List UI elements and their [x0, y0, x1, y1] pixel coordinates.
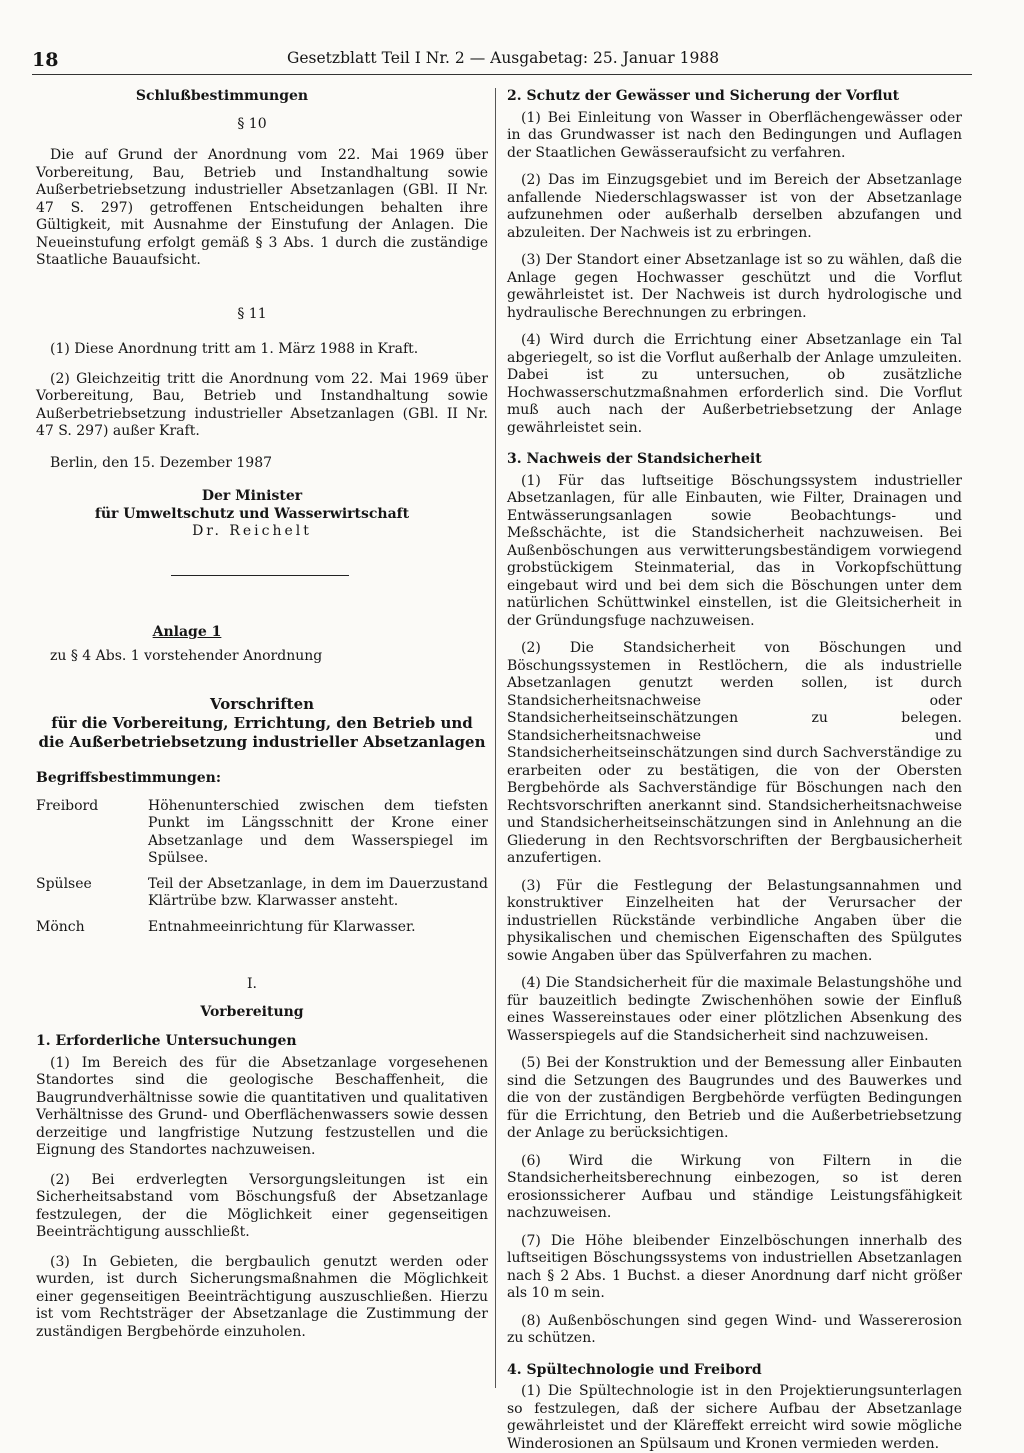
definition-term: Spülsee	[36, 875, 92, 892]
part-numeral: I.	[247, 976, 257, 992]
definition-desc: Entnahmeeinrichtung für Klarwasser.	[148, 918, 416, 935]
section-1-heading: 1. Erforderliche Untersuchungen	[36, 1033, 297, 1049]
definition-row	[36, 919, 488, 937]
page-header	[32, 45, 972, 75]
paragraph-10-text: Die auf Grund der Anordnung vom 22. Mai 1969 über Vorbereitung, Bau, Betrieb und Instandhaltung sowie Außerbetriebsetzung industrieller Absetzanlagen (GBl. II Nr. 47 S. 297) getroffenen Entscheidungen behalten ihre Gültigkeit, mit Ausnahme der Einstufung der Anlagen. Die Neueinstufung erfolgt gemäß § 3 Abs. 1 durch die zuständige Staatliche Bauaufsicht.	[36, 147, 488, 268]
paragraph-10-heading: § 10	[237, 115, 267, 132]
section-2-item-1: (1) Bei Einleitung von Wasser in Oberflächengewässer oder in das Grundwasser ist nach den Bedingungen und Auflagen der Staatlichen Gewässeraufsicht zu verfahren.	[507, 109, 962, 161]
vorschriften-title-2: für die Vorbereitung, Errichtung, den Betrieb und	[51, 714, 473, 732]
right-column	[507, 88, 962, 1453]
definition-desc: Höhenunterschied zwischen dem tiefsten Punkt im Längsschnitt der Krone einer Absetzanlage und dem Wasserspiegel im Spülsee.	[148, 797, 488, 866]
minister-line-1: Der Minister	[201, 488, 303, 504]
paragraph-11-item-2: (2) Gleichzeitig tritt die Anordnung vom 22. Mai 1969 über Vorbereitung, Bau, Betrieb und Instandhaltung sowie Außerbetriebsetzung industrieller Absetzanlagen (GBl. II Nr. 47 S. 297) außer Kraft.	[36, 370, 488, 439]
minister-line-2: für Umweltschutz und Wasserwirtschaft	[94, 505, 410, 522]
minister-name: Dr. Reichelt	[192, 523, 312, 539]
section-3-item-8: (8) Außenböschungen sind gegen Wind- und Wassererosion zu schützen.	[507, 1312, 962, 1346]
section-3-item-5: (5) Bei der Konstruktion und der Bemessung aller Einbauten sind die Setzungen des Baugrundes und des Bauwerkes und die von der zuständigen Bergbehörde verfügten Bedingungen für die Errichtung, den Betrieb und die Außerbetriebsetzung der Anlage zu berücksichtigen.	[507, 1055, 962, 1141]
separator-rule	[171, 575, 349, 577]
definition-term: Freibord	[36, 797, 99, 814]
section-3-item-7: (7) Die Höhe bleibender Einzelböschungen innerhalb des luftseitigen Böschungssystems von industriellen Absetzanlagen nach § 2 Abs. 1 Buchst. a dieser Anordnung darf nicht größer als 10 m sein.	[507, 1232, 962, 1301]
place-date: Berlin, den 15. Dezember 1987	[50, 454, 273, 471]
vorschriften-title-1: Vorschriften	[209, 695, 315, 713]
section-4-heading: 4. Spültechnologie und Freibord	[507, 1361, 762, 1378]
anlage-subtitle: zu § 4 Abs. 1 vorstehender Anordnung	[50, 647, 323, 664]
definition-term: Mönch	[36, 918, 85, 935]
definition-desc: Teil der Absetzanlage, in dem im Dauerzustand Klärtrübe bzw. Klarwasser ansteht.	[148, 875, 488, 909]
section-3-item-3: (3) Für die Festlegung der Belastungsannahmen und konstruktiver Einzelheiten hat der Verursacher der industriellen Rückstände verbindliche Angaben über die physikalischen und chemischen Eigenschaften des Spülgutes sowie Angaben über das Spülverfahren zu machen.	[507, 877, 962, 964]
left-column	[36, 88, 488, 1341]
column-divider	[495, 88, 496, 1388]
section-3-heading: 3. Nachweis der Standsicherheit	[507, 451, 762, 467]
section-4-item-1: (1) Die Spültechnologie ist in den Projektierungsunterlagen so festzulegen, daß der sichere Aufbau der Absetzanlage gewährleistet und der Kläreffekt erreicht wird sowie mögliche Winderosionen an Spülsaum und Kronen vermieden werden.	[507, 1383, 962, 1452]
section-2-heading: 2. Schutz der Gewässer und Sicherung der Vorflut	[507, 88, 900, 104]
section-3-item-2: (2) Die Standsicherheit von Böschungen und Böschungssystemen in Restlöchern, die als industrielle Absetzanlagen genutzt werden sollen, ist durch Standsicherheitsnachweise oder Standsicherheitseinschätzungen zu belegen. Standsicherheitsnachweise und Standsicherheitseinschätzungen sind durch Sachverständige zu erarbeiten oder zu bestätigen, die von der Obersten Bergbehörde als Sachverständige für Böschungen nach den Rechtsvorschriften anerkannt sind. Standsicherheitsnachweise und Standsicherheitseinschätzungen sind in Anlehnung an die Gliederung in den Rechtsvorschriften der Bergbausicherheit anzufertigen.	[507, 640, 962, 866]
header-title: Gesetzblatt Teil I Nr. 2 — Ausgabetag: 25. Januar 1988	[287, 49, 720, 67]
section-2-item-2: (2) Das im Einzugsgebiet und im Bereich der Absetzanlage anfallende Niederschlagswasser ist von der Absetzanlage aufzunehmen oder außerhalb derselben abzufangen und abzuleiten. Der Nachweis ist zu erbringen.	[507, 172, 962, 241]
vorschriften-title-3: die Außerbetriebsetzung industrieller Absetzanlagen	[38, 733, 486, 751]
schluss-heading: Schlußbestimmungen	[135, 88, 309, 104]
section-1-item-3: (3) In Gebieten, die bergbaulich genutzt werden oder wurden, ist durch Sicherungsmaßnahmen die Möglichkeit einer gegenseitigen Beeinträchtigung auszuschließen. Hierzu ist vom Rechtsträger der Absetzanlage die Zustimmung der zuständigen Bergbehörde einzuholen.	[36, 1253, 488, 1340]
begriffs-heading: Begriffsbestimmungen:	[36, 770, 221, 786]
section-3-item-1: (1) Für das luftseitige Böschungssystem industrieller Absetzanlagen, für alle Einbauten, wie Filter, Drainagen und Entwässerungsanlagen sowie Beobachtungs- und Meßschächte, ist die Standsicherheit nachzuweisen. Bei Außenböschungen aus verwitterungsbeständigem vorwiegend grobstückigem Steinmaterial, das in Vorkopfschüttung eingebaut wird und bei dem sich die Böschungen unter dem natürlichen Schüttwinkel einstellen, ist die Gleitsicherheit in der Gründungsfuge nachzuweisen.	[507, 472, 962, 629]
paragraph-11-heading: § 11	[237, 305, 267, 322]
section-1-item-2: (2) Bei erdverlegten Versorgungsleitungen ist ein Sicherheitsabstand vom Böschungsfuß der Absetzanlage festzulegen, der die Möglichkeit einer gegenseitigen Beeinträchtigung ausschließt.	[36, 1171, 488, 1240]
part-title: Vorbereitung	[200, 1003, 304, 1020]
definition-row	[36, 798, 488, 868]
section-3-item-4: (4) Die Standsicherheit für die maximale Belastungshöhe und für bauzeitlich bedingte Zwischenhöhen sowie der Einfluß eines Wassereinstaues oder einer plötzlichen Absenkung des Wasserspiegels auf die Standsicherheit sind nachzuweisen.	[507, 975, 962, 1044]
paragraph-11-item-1: (1) Diese Anordnung tritt am 1. März 1988 in Kraft.	[50, 341, 419, 357]
section-2-item-3: (3) Der Standort einer Absetzanlage ist so zu wählen, daß die Anlage gegen Hochwasser geschützt und die Vorflut gewährleistet ist. Der Nachweis ist durch hydrologische und hydraulische Berechnungen zu erbringen.	[507, 252, 962, 321]
section-1-item-1: (1) Im Bereich des für die Absetzanlage vorgesehenen Standortes sind die geologische Beschaffenheit, die Baugrundverhältnisse sowie die quantitativen und qualitativen Verhältnisse des Grund- und Oberflächenwassers sowie dessen derzeitige und langfristige Nutzung festzustellen und die Eignung des Standortes nachzuweisen.	[36, 1054, 488, 1158]
page-number: 18	[32, 49, 59, 71]
section-3-item-6: (6) Wird die Wirkung von Filtern in die Standsicherheitsberechnung einbezogen, so ist deren erosionssicherer Aufbau und ständige Leistungsfähigkeit nachzuweisen.	[507, 1152, 962, 1221]
definition-row	[36, 876, 488, 911]
anlage-heading: Anlage 1	[152, 624, 222, 640]
section-2-item-4: (4) Wird durch die Errichtung einer Absetzanlage ein Tal abgeriegelt, so ist die Vorflut außerhalb der Anlage umzuleiten. Dabei ist zu untersuchen, ob zusätzliche Hochwasserschutzmaßnahmen erforderlich sind. Die Vorflut muß auch nach der Außerbetriebsetzung der Anlage gewährleistet sein.	[507, 332, 962, 436]
